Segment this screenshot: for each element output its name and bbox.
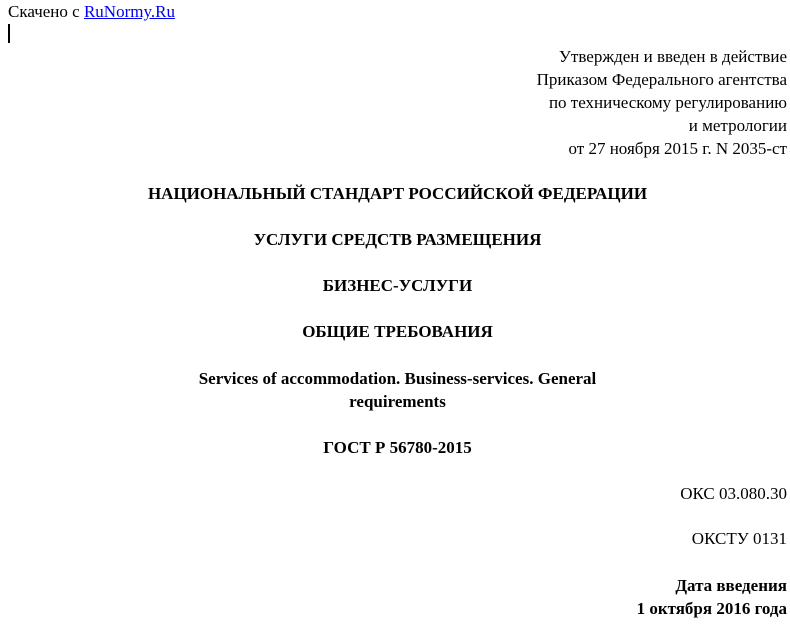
subtitle-business-services: БИЗНЕС-УСЛУГИ [322, 276, 473, 295]
oks-code: ОКС 03.080.30 [680, 484, 787, 503]
text-cursor [8, 24, 10, 43]
subject-title: УСЛУГИ СРЕДСТВ РАЗМЕЩЕНИЯ [253, 230, 542, 249]
intro-date-label: Дата введения [675, 576, 787, 595]
standard-title: НАЦИОНАЛЬНЫЙ СТАНДАРТ РОССИЙСКОЙ ФЕДЕРАЦИИ [147, 184, 648, 203]
approval-line: от 27 ноября 2015 г. N 2035-ст [568, 139, 787, 158]
approval-line: и метрологии [688, 116, 787, 135]
approval-block [537, 45, 787, 160]
approval-line: по техническому регулированию [548, 93, 787, 112]
approval-line: Утвержден и введен в действие [558, 47, 787, 66]
english-title-line1: Services of accommodation. Business-services. General [198, 369, 597, 388]
approval-line: Приказом Федерального агентства [536, 70, 787, 89]
source-line [8, 0, 175, 23]
source-link[interactable]: RuNormy.Ru [83, 2, 175, 21]
subtitle-general-requirements: ОБЩИЕ ТРЕБОВАНИЯ [302, 322, 493, 341]
gost-number: ГОСТ Р 56780-2015 [323, 438, 472, 457]
source-prefix: Скачено с [8, 2, 84, 21]
english-title-line2: requirements [349, 392, 446, 411]
okstu-code: ОКСТУ 0131 [691, 529, 787, 548]
intro-date-value: 1 октября 2016 года [636, 599, 787, 618]
